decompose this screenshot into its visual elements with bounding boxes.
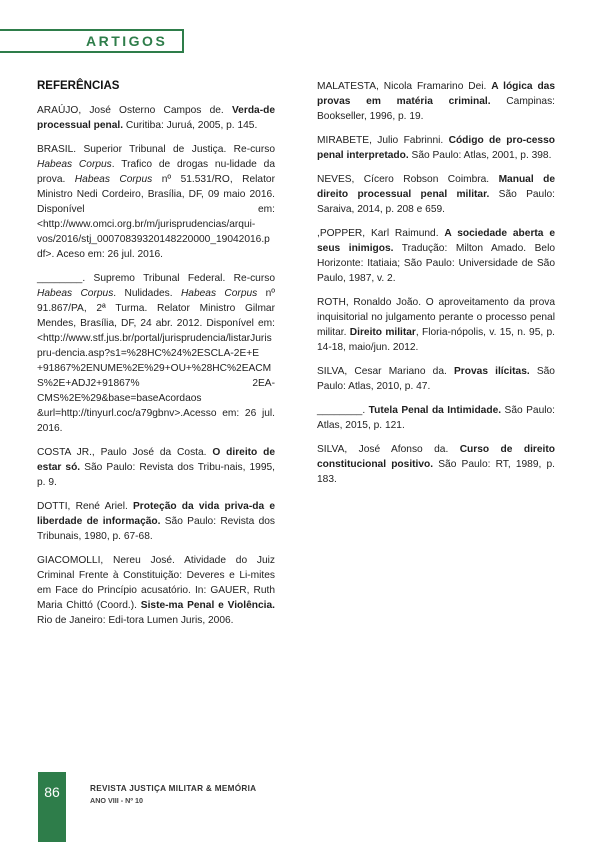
reference-entry bbox=[37, 103, 275, 133]
reference-entry bbox=[37, 499, 275, 544]
reference-text: MIRABETE, Julio Fabrinni. bbox=[317, 135, 449, 146]
reference-entry bbox=[317, 79, 555, 124]
reference-text: nº 51.531/RO, Relator Ministro Nedi Cordeiro, Brasília, DF, 09 maio 2016. Disponível em: <http://www.omci.org.br/m/jurisprudencias/arqui-vos/2016/stj_00070839320148220000_19042016.pdf>. Aceso em: 26 jul. 2016. bbox=[37, 174, 275, 260]
reference-entry bbox=[317, 226, 555, 286]
reference-title: Proteção da vida priva-da e liberdade de informação. bbox=[37, 501, 275, 527]
reference-title: A sociedade aberta e seus inimigos. bbox=[317, 228, 555, 254]
reference-italic: Habeas Corpus bbox=[37, 159, 112, 170]
section-header-bar bbox=[0, 29, 184, 53]
reference-list-right bbox=[317, 79, 555, 487]
reference-italic: Habeas Corpus bbox=[180, 288, 258, 299]
reference-title: Provas ilícitas. bbox=[454, 366, 530, 377]
reference-title: O direito de estar só. bbox=[37, 447, 276, 473]
reference-text: ARAÚJO, José Osterno Campos de. bbox=[37, 105, 232, 116]
reference-entry bbox=[317, 403, 555, 433]
reference-text: Tradução: Milton Amado. Belo Horizonte: Itatiaia; São Paulo: Universidade de São Paulo, 1987, v. 2. bbox=[317, 243, 555, 284]
reference-text: São Paulo: Atlas, 2010, p. 47. bbox=[317, 366, 555, 392]
reference-text: DOTTI, René Ariel. bbox=[37, 501, 133, 512]
reference-text: São Paulo: Atlas, 2015, p. 121. bbox=[317, 405, 555, 431]
reference-text: ________. bbox=[317, 405, 369, 416]
reference-text: BRASIL. Superior Tribunal de Justiça. Re-curso bbox=[37, 144, 275, 155]
reference-italic: Habeas Corpus bbox=[37, 288, 114, 299]
reference-text: SILVA, Cesar Mariano da. bbox=[317, 366, 454, 377]
reference-text: GIACOMOLLI, Nereu José. Atividade do Juiz Criminal Frente à Constituição: Deveres e Li-mites em Face do Princípio acusatório. In: GAUER, Ruth Maria Chittó (Coord.). bbox=[37, 555, 275, 611]
reference-title: Curso de direito constitucional positivo. bbox=[317, 444, 555, 470]
reference-text: Curitiba: Juruá, 2005, p. 145. bbox=[123, 120, 258, 131]
reference-entry bbox=[317, 172, 555, 217]
reference-text: . Nulidades. bbox=[113, 288, 181, 299]
references-heading: REFERÊNCIAS bbox=[37, 80, 120, 92]
page-number-block bbox=[38, 772, 66, 842]
reference-entry bbox=[37, 445, 275, 490]
references-right-column bbox=[317, 79, 555, 496]
reference-text: Campinas: Bookseller, 1996, p. 19. bbox=[317, 96, 555, 122]
reference-text: MALATESTA, Nicola Framarino Dei. bbox=[317, 81, 492, 92]
reference-title: Direito militar bbox=[349, 327, 416, 338]
reference-entry bbox=[37, 553, 275, 628]
reference-text: SILVA, José Afonso da. bbox=[317, 444, 460, 455]
reference-entry bbox=[317, 295, 555, 355]
reference-title: Manual de direito processual penal militar. bbox=[317, 174, 555, 200]
reference-text: São Paulo: Revista dos Tribunais, 1980, p. 67-68. bbox=[37, 516, 275, 542]
reference-text: ,POPPER, Karl Raimund. bbox=[317, 228, 445, 239]
reference-text: São Paulo: Saraiva, 2014, p. 208 e 659. bbox=[317, 189, 555, 215]
reference-title: Tutela Penal da Intimidade. bbox=[368, 405, 502, 416]
reference-text: São Paulo: Atlas, 2001, p. 398. bbox=[408, 150, 552, 161]
reference-entry bbox=[317, 364, 555, 394]
reference-text: NEVES, Cícero Robson Coimbra. bbox=[317, 174, 499, 185]
reference-text: Rio de Janeiro: Edi-tora Lumen Juris, 2006. bbox=[37, 615, 234, 626]
reference-title: Código de pro-cesso penal interpretado. bbox=[317, 135, 555, 161]
reference-title: Verda-de processual penal. bbox=[37, 105, 275, 131]
references-left-column bbox=[37, 79, 275, 637]
reference-title: A lógica das provas em matéria criminal. bbox=[317, 81, 555, 107]
reference-italic: Habeas Corpus bbox=[74, 174, 153, 185]
reference-text: São Paulo: Revista dos Tribu-nais, 1995, p. 9. bbox=[37, 462, 275, 488]
page-number: 86 bbox=[44, 784, 60, 800]
reference-entry bbox=[317, 133, 555, 163]
reference-text: São Paulo: RT, 1989, p. 183. bbox=[317, 459, 555, 485]
reference-list-left bbox=[37, 103, 275, 628]
reference-text: . Trafico de drogas nu-lidade da prova. bbox=[37, 159, 275, 185]
reference-entry bbox=[37, 142, 275, 262]
reference-entry bbox=[317, 442, 555, 487]
reference-text: nº 91.867/PA, 2ª Turma. Relator Ministro Gilmar Mendes, Brasília, DF, 24 abr. 2012. Disponível em: <http://www.stf.jus.br/portal/jurisprudencia/listarJurispru-dencia.asp?s1=%28HC%24%2ESCLA-2E+E +91867%2ENUME%2E%29+OU+%28HC%2EACMS%2E+ADJ2+91867% 2EA-CMS%2E%29&base=baseAcordaos &url=http://tinyurl.coc/a79gbnv>.Acesso em: 26 jul. 2016. bbox=[37, 288, 275, 434]
reference-title: Siste-ma Penal e Violência. bbox=[140, 600, 275, 611]
reference-text: COSTA JR., Paulo José da Costa. bbox=[37, 447, 213, 458]
reference-entry bbox=[37, 271, 275, 436]
journal-title: REVISTA JUSTIÇA MILITAR & MEMÓRIA bbox=[90, 784, 257, 793]
reference-text: , Floria-nópolis, v. 15, n. 95, p. 14-18, maio/jun. 2012. bbox=[317, 327, 556, 353]
reference-text: ________. Supremo Tribunal Federal. Re-curso bbox=[37, 273, 275, 284]
section-label: ARTIGOS bbox=[86, 33, 168, 49]
journal-issue: ANO VIII - Nº 10 bbox=[90, 796, 143, 805]
reference-text: ROTH, Ronaldo João. O aproveitamento da prova inquisitorial no julgamento perante o processo penal militar. bbox=[317, 297, 555, 338]
